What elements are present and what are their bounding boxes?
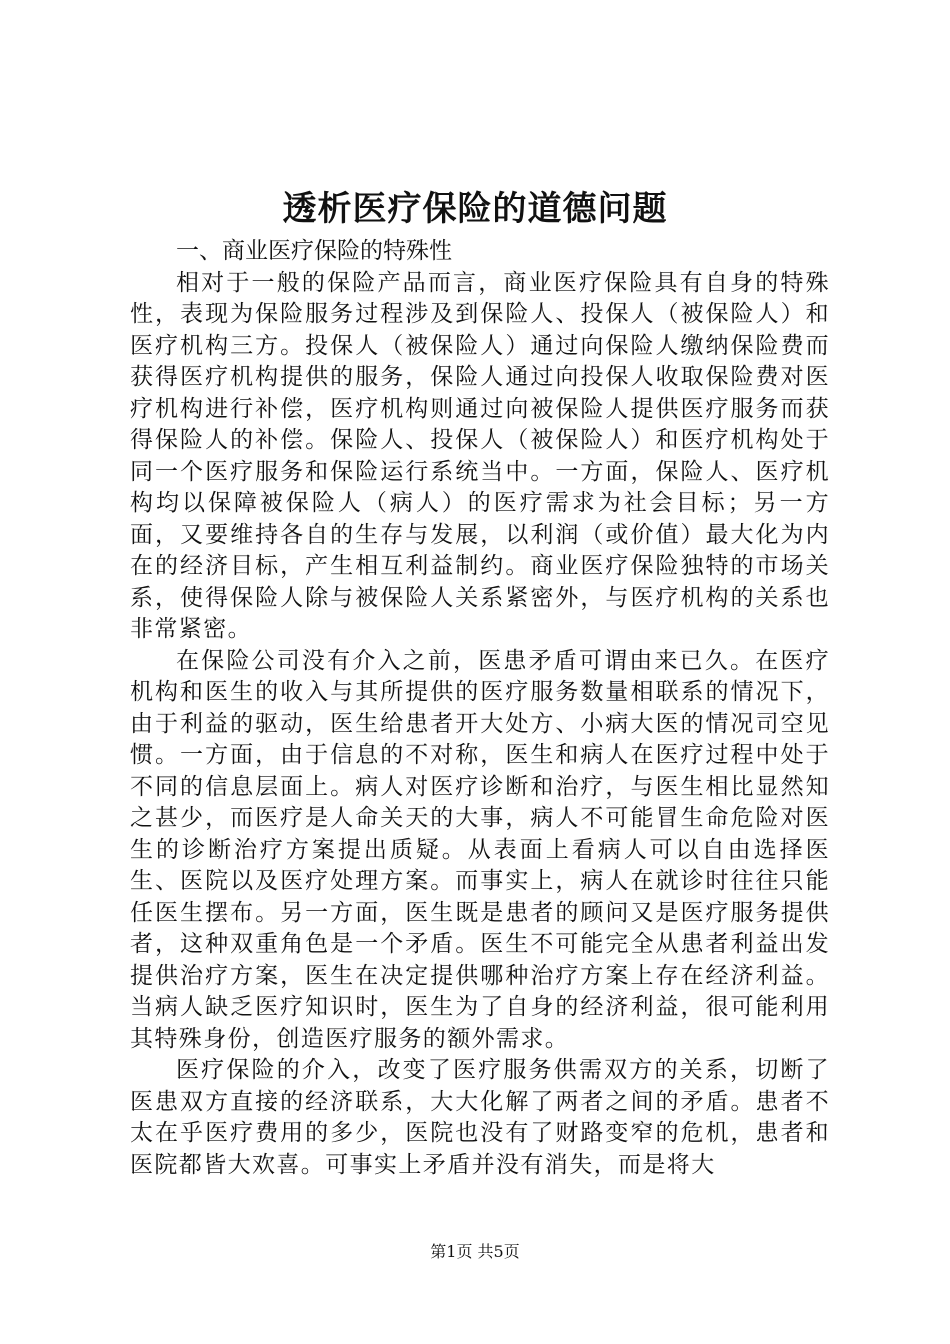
- document-title: 透析医疗保险的道德问题: [282, 189, 668, 229]
- paragraph-1: 相对于一般的保险产品而言，商业医疗保险具有自身的特殊性，表现为保险服务过程涉及到保险人、投保人（被保险人）和医疗机构三方。投保人（被保险人）通过向保险人缴纳保险费而获得医疗机构提供的服务，保险人通过向投保人收取保险费对医疗机构进行补偿，医疗机构则通过向被保险人提供医疗服务而获得保险人的补偿。保险人、投保人（被保险人）和医疗机构处于同一个医疗服务和保险运行系统当中。一方面，保险人、医疗机构均以保障被保险人（病人）的医疗需求为社会目标；另一方面，又要维持各自的生存与发展，以利润（或价值）最大化为内在的经济目标，产生相互利益制约。商业医疗保险独特的市场关系，使得保险人除与被保险人关系紧密外，与医疗机构的关系也非常紧密。: [130, 269, 830, 642]
- document-body: [130, 236, 830, 1181]
- paragraph-3: 医疗保险的介入，改变了医疗服务供需双方的关系，切断了医患双方直接的经济联系，大大化解了两者之间的矛盾。患者不太在乎医疗费用的多少，医院也没有了财路变窄的危机，患者和医院都皆大欢喜。可事实上矛盾并没有消失，而是将大: [130, 1057, 830, 1178]
- section-heading: 一、商业医疗保险的特殊性: [176, 238, 452, 264]
- paragraph-2: 在保险公司没有介入之前，医患矛盾可谓由来已久。在医疗机构和医生的收入与其所提供的医疗服务数量相联系的情况下，由于利益的驱动，医生给患者开大处方、小病大医的情况司空见惯。一方面，由于信息的不对称，医生和病人在医疗过程中处于不同的信息层面上。病人对医疗诊断和治疗，与医生相比显然知之甚少，而医疗是人命关天的大事，病人不可能冒生命危险对医生的诊断治疗方案提出质疑。从表面上看病人可以自由选择医生、医院以及医疗处理方案。而事实上，病人在就诊时往往只能任医生摆布。另一方面，医生既是患者的顾问又是医疗服务提供者，这种双重角色是一个矛盾。医生不可能完全从患者利益出发提供治疗方案，医生在决定提供哪种治疗方案上存在经济利益。当病人缺乏医疗知识时，医生为了自身的经济利益，很可能利用其特殊身份，创造医疗服务的额外需求。: [130, 647, 830, 1052]
- page-footer: 第1页 共5页: [430, 1242, 520, 1261]
